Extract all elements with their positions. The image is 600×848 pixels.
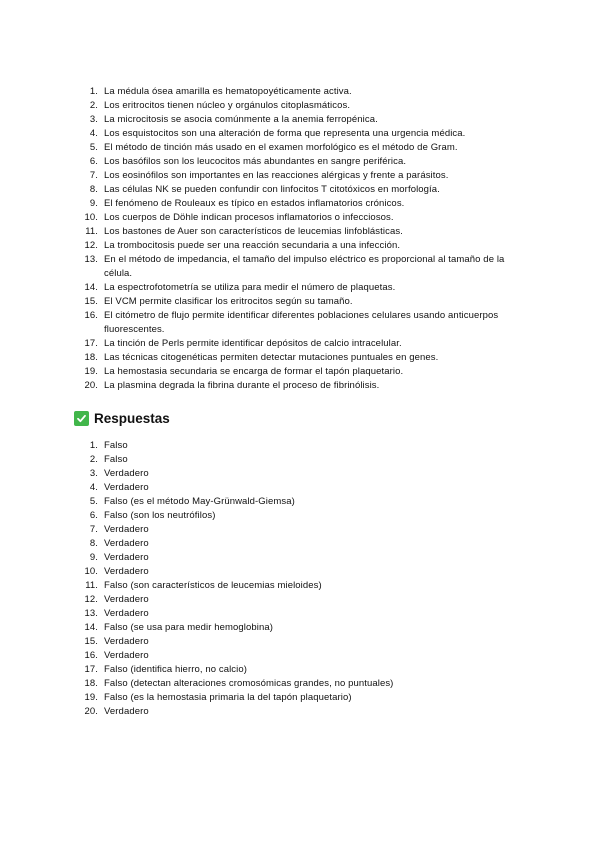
answer-item	[0, 537, 600, 551]
question-item	[0, 239, 600, 253]
answer-item-number: 17.	[84, 664, 98, 675]
question-item	[0, 351, 600, 365]
answer-item-number: 8.	[89, 538, 98, 549]
question-item	[0, 141, 600, 155]
question-item-number: 8.	[89, 184, 98, 195]
answer-item-number: 4.	[89, 482, 98, 493]
question-item-text: La trombocitosis puede ser una reacción secundaria a una infección.	[104, 240, 401, 251]
answer-item	[0, 495, 600, 509]
answers-list	[0, 439, 600, 719]
question-item-text: Las técnicas citogenéticas permiten detectar mutaciones puntuales en genes.	[104, 352, 439, 363]
answer-item-number: 7.	[89, 524, 98, 535]
question-item-text: Los basófilos son los leucocitos más abundantes en sangre periférica.	[104, 156, 407, 167]
answer-item	[0, 607, 600, 621]
question-item-number: 1.	[89, 86, 98, 97]
question-item	[0, 169, 600, 183]
question-item	[0, 127, 600, 141]
question-item	[0, 365, 600, 379]
answer-item-text: Falso	[104, 440, 128, 451]
question-item-text: La microcitosis se asocia comúnmente a la anemia ferropénica.	[104, 114, 378, 125]
question-item-number: 14.	[84, 282, 98, 293]
answer-item-number: 13.	[84, 608, 98, 619]
answer-item-text: Verdadero	[104, 482, 149, 493]
question-item-number: 5.	[89, 142, 98, 153]
question-item	[0, 281, 600, 295]
question-item-number: 18.	[84, 352, 98, 363]
answer-item-number: 9.	[89, 552, 98, 563]
answer-item	[0, 509, 600, 523]
question-item-number: 13.	[84, 254, 98, 265]
answer-item-text: Falso (son los neutrófilos)	[104, 510, 216, 521]
answer-item-text: Verdadero	[104, 706, 149, 717]
answer-item	[0, 523, 600, 537]
answer-item-text: Falso (es el método May-Grünwald-Giemsa)	[104, 496, 295, 507]
question-item-number: 12.	[84, 240, 98, 251]
answer-item-number: 19.	[84, 692, 98, 703]
answer-item	[0, 593, 600, 607]
answer-item-number: 5.	[89, 496, 98, 507]
question-item-number: 3.	[89, 114, 98, 125]
answer-item-number: 3.	[89, 468, 98, 479]
answer-item-text: Verdadero	[104, 566, 149, 577]
question-item-text: El fenómeno de Rouleaux es típico en estados inflamatorios crónicos.	[104, 198, 405, 209]
answer-item	[0, 649, 600, 663]
answer-item-text: Falso (son característicos de leucemias mieloides)	[104, 580, 322, 591]
answer-item-text: Verdadero	[104, 552, 149, 563]
question-item-number: 19.	[84, 366, 98, 377]
question-item	[0, 253, 600, 281]
question-item-number: 6.	[89, 156, 98, 167]
question-item	[0, 155, 600, 169]
answer-item	[0, 691, 600, 705]
answer-item-number: 16.	[84, 650, 98, 661]
question-item-text: El método de tinción más usado en el examen morfológico es el método de Gram.	[104, 142, 458, 153]
answer-item-number: 14.	[84, 622, 98, 633]
question-item-number: 10.	[84, 212, 98, 223]
question-item	[0, 99, 600, 113]
answer-item	[0, 677, 600, 691]
question-item	[0, 183, 600, 197]
answer-item-number: 1.	[89, 440, 98, 451]
question-item-text: La espectrofotometría se utiliza para medir el número de plaquetas.	[104, 282, 396, 293]
question-item-text: La médula ósea amarilla es hematopoyéticamente activa.	[104, 86, 352, 97]
question-item-number: 9.	[89, 198, 98, 209]
answer-item-text: Verdadero	[104, 594, 149, 605]
question-item-number: 2.	[89, 100, 98, 111]
question-item	[0, 309, 600, 337]
question-item	[0, 379, 600, 393]
question-item-text: El citómetro de flujo permite identificar diferentes poblaciones celulares usando anticuerpos fluorescentes.	[104, 310, 499, 335]
answer-item-text: Falso (detectan alteraciones cromosómicas grandes, no puntuales)	[104, 678, 394, 689]
question-item-text: Los esquistocitos son una alteración de forma que representa una urgencia médica.	[104, 128, 466, 139]
check-mark-icon	[74, 411, 89, 426]
answer-item	[0, 439, 600, 453]
answer-item	[0, 481, 600, 495]
question-item-text: Los eritrocitos tienen núcleo y orgánulos citoplasmáticos.	[104, 100, 351, 111]
answers-heading	[74, 407, 600, 429]
answer-item-number: 15.	[84, 636, 98, 647]
question-item-text: Los eosinófilos son importantes en las reacciones alérgicas y frente a parásitos.	[104, 170, 449, 181]
question-item-number: 11.	[85, 226, 98, 237]
question-item-text: Los cuerpos de Döhle indican procesos inflamatorios o infecciosos.	[104, 212, 394, 223]
question-item	[0, 337, 600, 351]
answer-item-number: 11.	[85, 580, 98, 591]
answers-heading-text: Respuestas	[94, 410, 170, 426]
answer-item	[0, 467, 600, 481]
answer-item	[0, 635, 600, 649]
answer-item	[0, 579, 600, 593]
question-item-number: 7.	[89, 170, 98, 181]
answer-item	[0, 705, 600, 719]
question-item-number: 15.	[84, 296, 98, 307]
question-item-text: La hemostasia secundaria se encarga de formar el tapón plaquetario.	[104, 366, 404, 377]
question-item	[0, 85, 600, 99]
question-item-number: 20.	[84, 380, 98, 391]
answer-item-text: Falso (se usa para medir hemoglobina)	[104, 622, 273, 633]
answer-item-text: Verdadero	[104, 650, 149, 661]
answer-item-number: 20.	[84, 706, 98, 717]
question-item-text: La tinción de Perls permite identificar depósitos de calcio intracelular.	[104, 338, 402, 349]
question-item	[0, 295, 600, 309]
answer-item-text: Verdadero	[104, 636, 149, 647]
answer-item	[0, 663, 600, 677]
answer-item-text: Verdadero	[104, 468, 149, 479]
answer-item-text: Verdadero	[104, 538, 149, 549]
question-item	[0, 211, 600, 225]
question-item-number: 4.	[89, 128, 98, 139]
answer-item	[0, 621, 600, 635]
question-item-number: 16.	[84, 310, 98, 321]
answer-item	[0, 551, 600, 565]
question-item-text: El VCM permite clasificar los eritrocitos según su tamaño.	[104, 296, 353, 307]
answer-item-text: Falso (identifica hierro, no calcio)	[104, 664, 247, 675]
question-item-number: 17.	[84, 338, 98, 349]
question-item-text: Las células NK se pueden confundir con linfocitos T citotóxicos en morfología.	[104, 184, 440, 195]
answer-item-text: Falso	[104, 454, 128, 465]
questions-list	[0, 85, 600, 393]
answer-item-text: Falso (es la hemostasia primaria la del tapón plaquetario)	[104, 692, 352, 703]
question-item	[0, 197, 600, 211]
answer-item	[0, 565, 600, 579]
question-item	[0, 113, 600, 127]
answer-item-number: 10.	[84, 566, 98, 577]
answer-item-text: Verdadero	[104, 608, 149, 619]
answer-item-number: 6.	[89, 510, 98, 521]
answer-item-number: 2.	[89, 454, 98, 465]
answer-item	[0, 453, 600, 467]
question-item	[0, 225, 600, 239]
answer-item-text: Verdadero	[104, 524, 149, 535]
question-item-text: Los bastones de Auer son característicos de leucemias linfoblásticas.	[104, 226, 403, 237]
question-item-text: La plasmina degrada la fibrina durante el proceso de fibrinólisis.	[104, 380, 380, 391]
answer-item-number: 12.	[84, 594, 98, 605]
question-item-text: En el método de impedancia, el tamaño del impulso eléctrico es proporcional al tamaño de la célula.	[104, 254, 505, 279]
answer-item-number: 18.	[84, 678, 98, 689]
